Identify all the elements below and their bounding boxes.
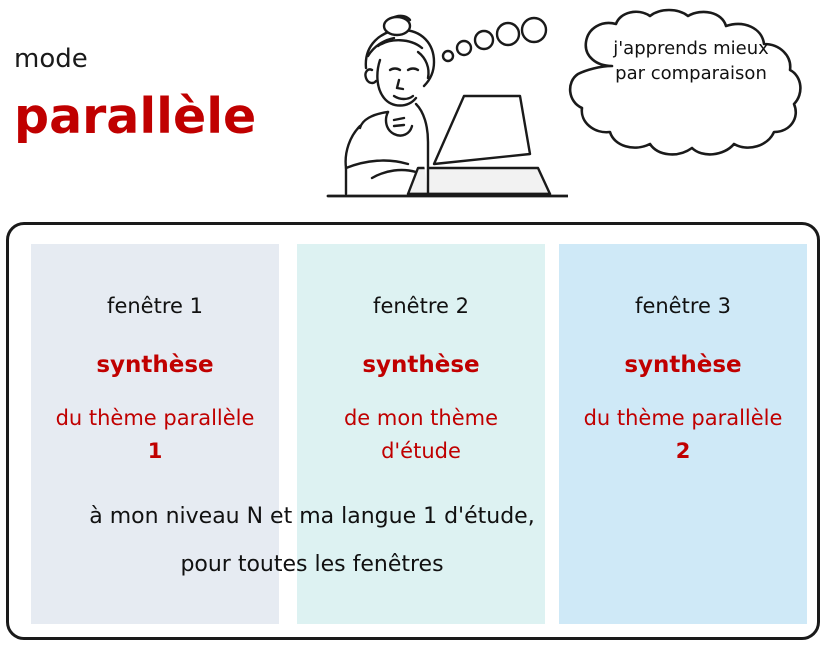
footer-note: [12, 493, 612, 589]
page-title: parallèle: [14, 88, 257, 145]
footer-line-1: à mon niveau N et ma langue 1 d'étude,: [89, 504, 535, 529]
column-synthesis-label: synthèse: [362, 352, 480, 378]
thought-bubble-text: j'apprends mieux par comparaison: [613, 38, 769, 84]
column-subtitle-text: du thème parallèle: [55, 406, 255, 430]
column-subtitle-text: du thème parallèle: [583, 406, 783, 430]
column-subtitle: [297, 402, 545, 468]
column-subtitle: [31, 402, 279, 468]
column-subtitle: [559, 402, 807, 468]
column-number: 1: [147, 439, 163, 463]
column-synthesis-label: synthèse: [96, 352, 214, 378]
column-title: fenêtre 1: [107, 294, 203, 318]
column-title: fenêtre 2: [373, 294, 469, 318]
mode-label: mode: [14, 44, 88, 74]
column-title: fenêtre 3: [635, 294, 731, 318]
column-number: 2: [675, 439, 691, 463]
person-at-laptop-illustration: [268, 8, 568, 223]
column-subtitle-text: de mon thème: [343, 406, 499, 430]
column-number: d'étude: [381, 439, 461, 463]
footer-line-2: pour toutes les fenêtres: [180, 552, 444, 577]
windows-panel: [6, 222, 820, 640]
column-synthesis-label: synthèse: [624, 352, 742, 378]
